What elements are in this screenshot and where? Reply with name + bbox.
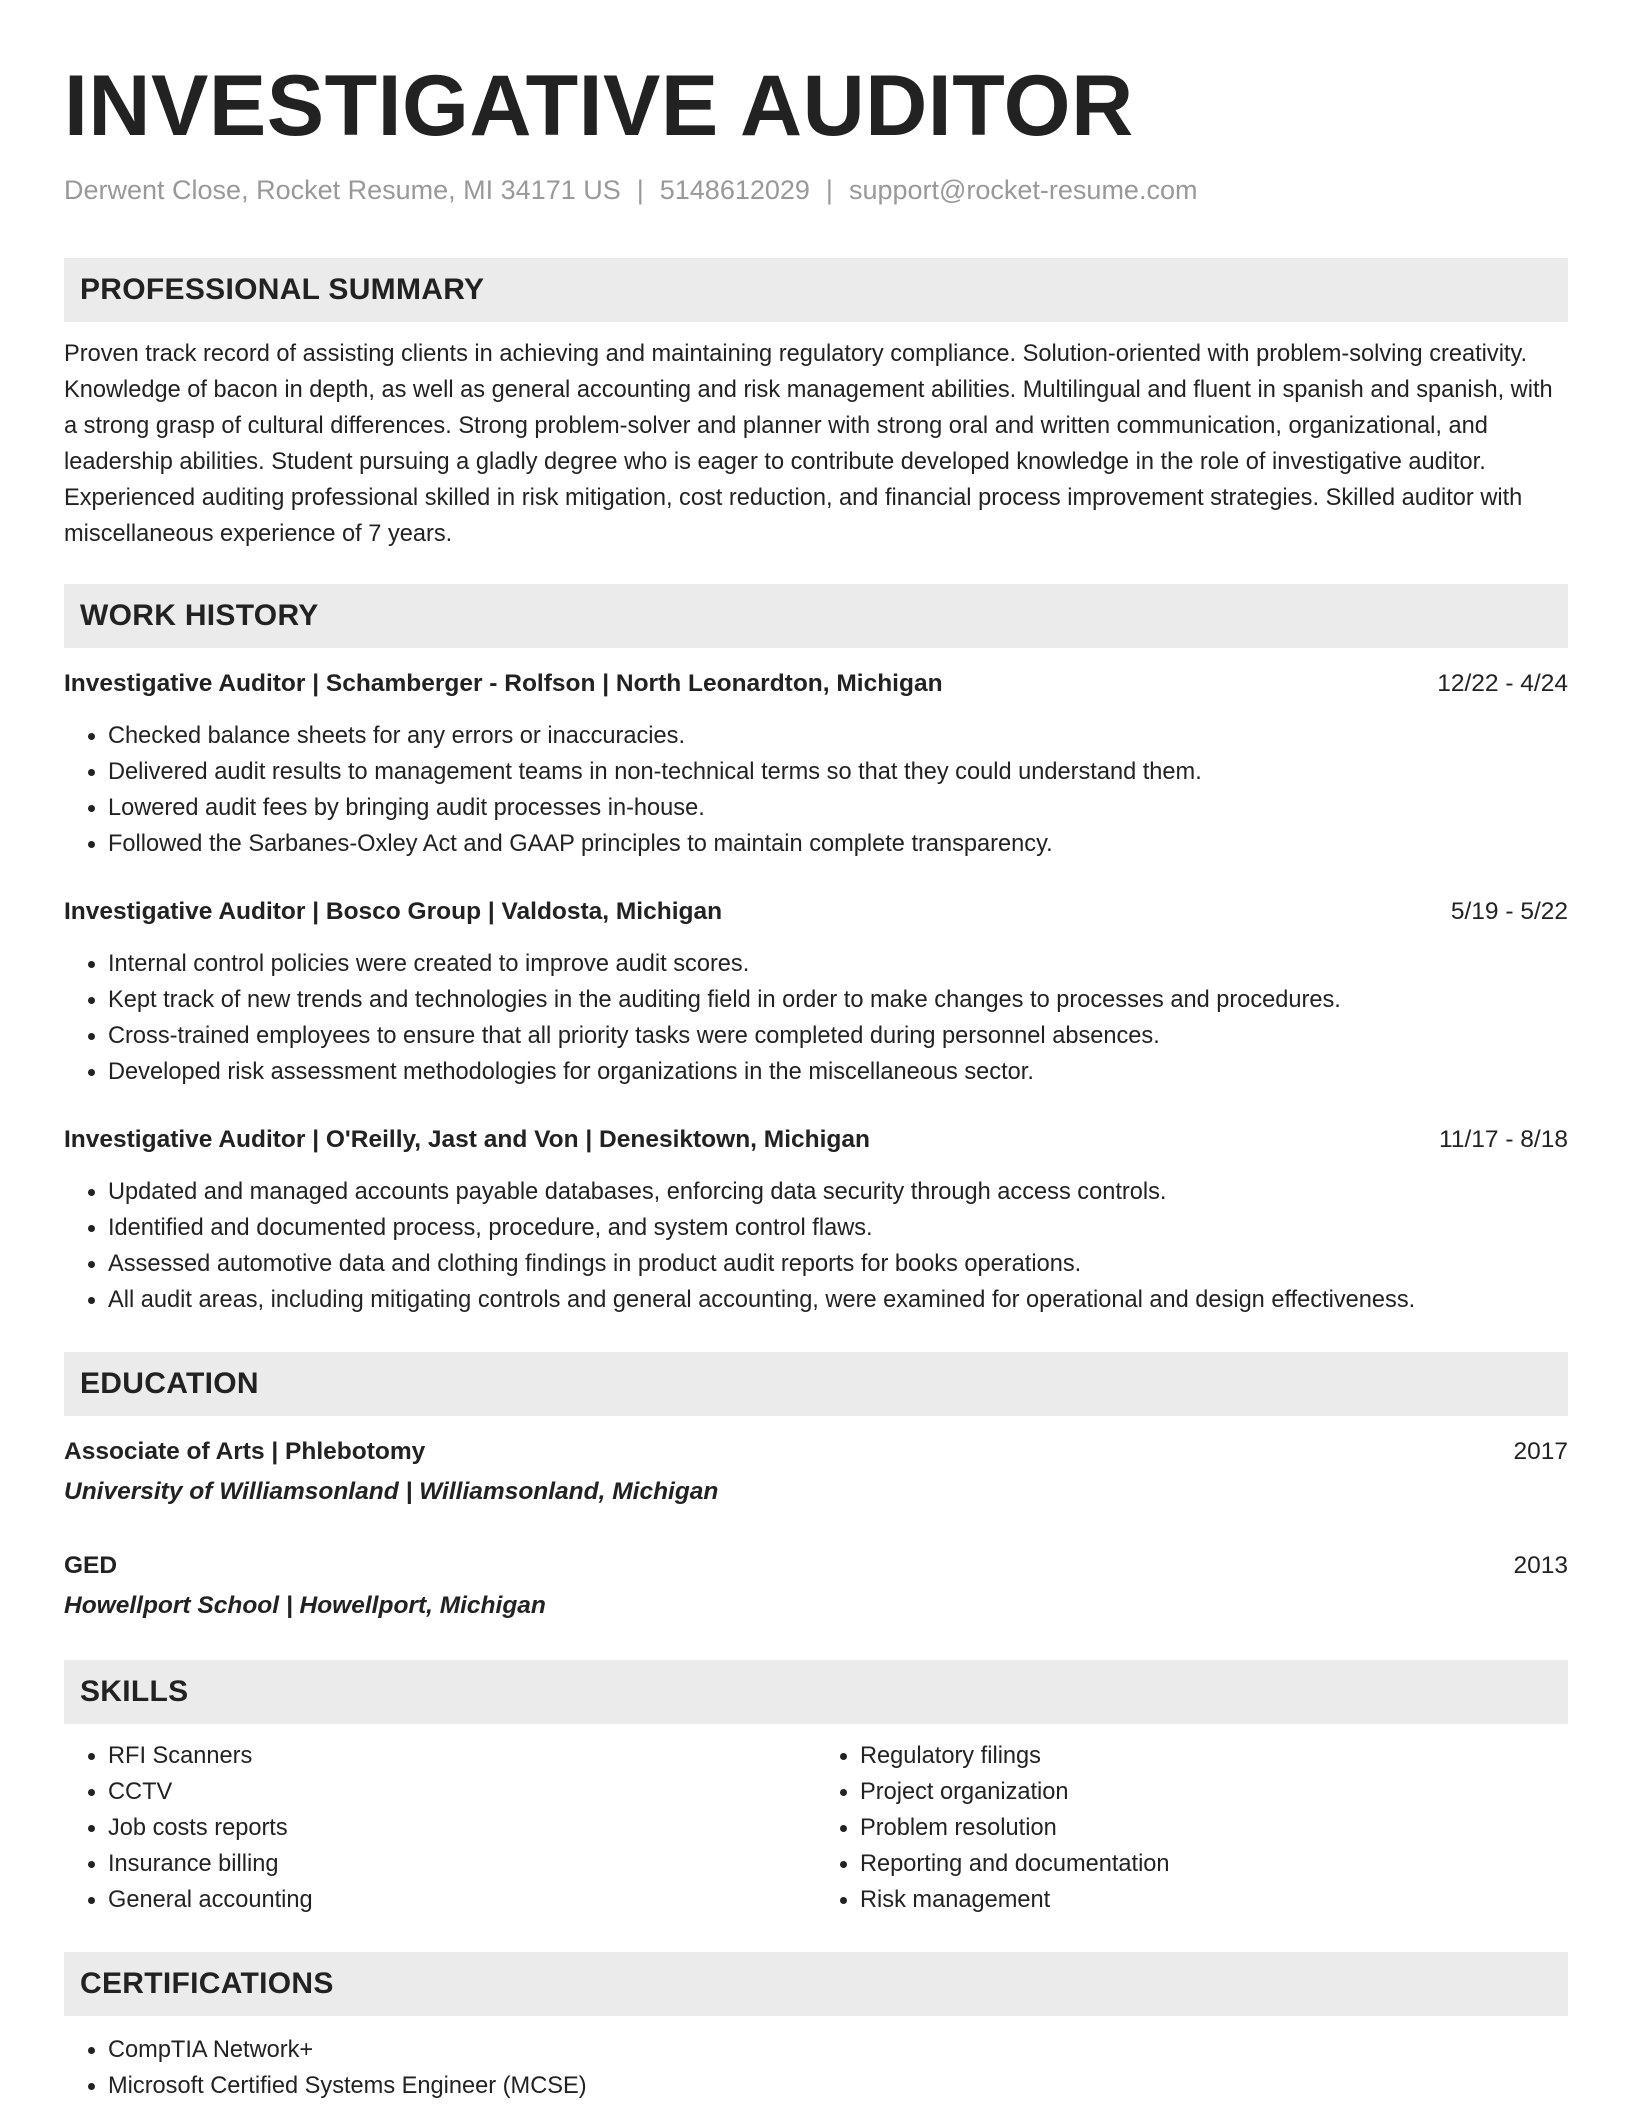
- skill-item: • Risk management: [860, 1882, 1568, 1918]
- education-school: University of Williamsonland | Williamsonland, Michigan: [64, 1478, 719, 1505]
- contact-address: Derwent Close, Rocket Resume, MI 34171 US: [64, 175, 621, 205]
- certification-item: • CompTIA Network+: [108, 2032, 1568, 2068]
- skill-item: • General accounting: [108, 1882, 816, 1918]
- job-dates: 5/19 - 5/22: [1450, 898, 1568, 925]
- job-bullet: • Assessed automotive data and clothing findings in product audit reports for books operations.: [108, 1246, 1568, 1282]
- job-bullet: • Kept track of new trends and technologies in the auditing field in order to make changes to processes and procedures.: [108, 982, 1568, 1018]
- education-year: 2017: [1513, 1438, 1568, 1465]
- skill-item: • Regulatory filings: [860, 1738, 1568, 1774]
- job-bullet: • Checked balance sheets for any errors or inaccuracies.: [108, 718, 1568, 754]
- job-entry: [64, 1122, 1568, 1318]
- job-bullet: • Identified and documented process, procedure, and system control flaws.: [108, 1210, 1568, 1246]
- job-bullet: • Cross-trained employees to ensure that all priority tasks were completed during personnel absences.: [108, 1018, 1568, 1054]
- skill-item: • RFI Scanners: [108, 1738, 816, 1774]
- education-degree: Associate of Arts | Phlebotomy: [64, 1438, 426, 1465]
- section-heading-work-history: WORK HISTORY: [64, 584, 1568, 648]
- job-bullet: • All audit areas, including mitigating controls and general accounting, were examined for operational and design effectiveness.: [108, 1282, 1568, 1318]
- resume-name: INVESTIGATIVE AUDITOR: [64, 58, 1134, 154]
- skill-item: • Reporting and documentation: [860, 1846, 1568, 1882]
- job-entry: [64, 666, 1568, 862]
- job-header: [64, 666, 1568, 702]
- skill-item: • Insurance billing: [108, 1846, 816, 1882]
- skill-item: • CCTV: [108, 1774, 816, 1810]
- education-year: 2013: [1513, 1552, 1568, 1579]
- job-bullets: [64, 1174, 1568, 1318]
- job-bullet: • Developed risk assessment methodologies for organizations in the miscellaneous sector.: [108, 1054, 1568, 1090]
- education-header: [64, 1434, 1568, 1470]
- education-entry: [64, 1434, 1568, 1510]
- summary-text: Proven track record of assisting clients in achieving and maintaining regulatory compliance. Solution-oriented with problem-solving creativity. Knowledge of bacon in depth, as well as general accounting and risk management abilities. Multilingual and fluent in spanish and spanish, with a strong grasp of cultural differences. Strong problem-solver and planner with strong oral and written communication, organizational, and leadership abilities. Student pursuing a gladly degree who is eager to contribute developed knowledge in the role of investigative auditor. Experienced auditing professional skilled in risk mitigation, cost reduction, and financial process improvement strategies. Skilled auditor with miscellaneous experience of 7 years.: [64, 341, 1553, 547]
- job-bullets: [64, 718, 1568, 862]
- resume-page: [64, 0, 1568, 2104]
- job-header: [64, 1122, 1568, 1158]
- job-title: Investigative Auditor | Bosco Group | Valdosta, Michigan: [64, 898, 723, 925]
- skill-item: • Project organization: [860, 1774, 1568, 1810]
- education-header: [64, 1548, 1568, 1584]
- job-bullet: • Followed the Sarbanes-Oxley Act and GAAP principles to maintain complete transparency.: [108, 826, 1568, 862]
- job-header: [64, 894, 1568, 930]
- job-bullet: • Internal control policies were created to improve audit scores.: [108, 946, 1568, 982]
- job-bullet: • Lowered audit fees by bringing audit processes in-house.: [108, 790, 1568, 826]
- contact-separator: |: [825, 175, 833, 205]
- education-degree: GED: [64, 1552, 118, 1579]
- skills-list: [64, 1738, 1568, 1918]
- job-bullet: • Updated and managed accounts payable databases, enforcing data security through access controls.: [108, 1174, 1568, 1210]
- job-title: Investigative Auditor | O'Reilly, Jast and Von | Denesiktown, Michigan: [64, 1126, 870, 1153]
- contact-phone: 5148612029: [659, 175, 810, 205]
- job-entry: [64, 894, 1568, 1090]
- section-heading-certifications: CERTIFICATIONS: [64, 1952, 1568, 2016]
- skill-item: • Job costs reports: [108, 1810, 816, 1846]
- contact-email: support@rocket-resume.com: [848, 175, 1198, 205]
- certifications-list: [64, 2032, 1568, 2104]
- section-heading-education: EDUCATION: [64, 1352, 1568, 1416]
- skills-column-right: [816, 1738, 1568, 1918]
- section-heading-skills: SKILLS: [64, 1660, 1568, 1724]
- section-heading-summary: PROFESSIONAL SUMMARY: [64, 258, 1568, 322]
- certification-item: • Microsoft Certified Systems Engineer (MCSE): [108, 2068, 1568, 2104]
- job-bullets: [64, 946, 1568, 1090]
- contact-line: [64, 172, 1568, 208]
- job-dates: 11/17 - 8/18: [1439, 1126, 1568, 1153]
- education-school: Howellport School | Howellport, Michigan: [64, 1592, 546, 1619]
- skill-item: • Problem resolution: [860, 1810, 1568, 1846]
- job-dates: 12/22 - 4/24: [1437, 670, 1568, 697]
- job-title: Investigative Auditor | Schamberger - Rolfson | North Leonardton, Michigan: [64, 670, 943, 697]
- skills-column-left: [64, 1738, 816, 1918]
- education-entry: [64, 1548, 1568, 1624]
- contact-separator: |: [636, 175, 644, 205]
- job-bullet: • Delivered audit results to management teams in non-technical terms so that they could understand them.: [108, 754, 1568, 790]
